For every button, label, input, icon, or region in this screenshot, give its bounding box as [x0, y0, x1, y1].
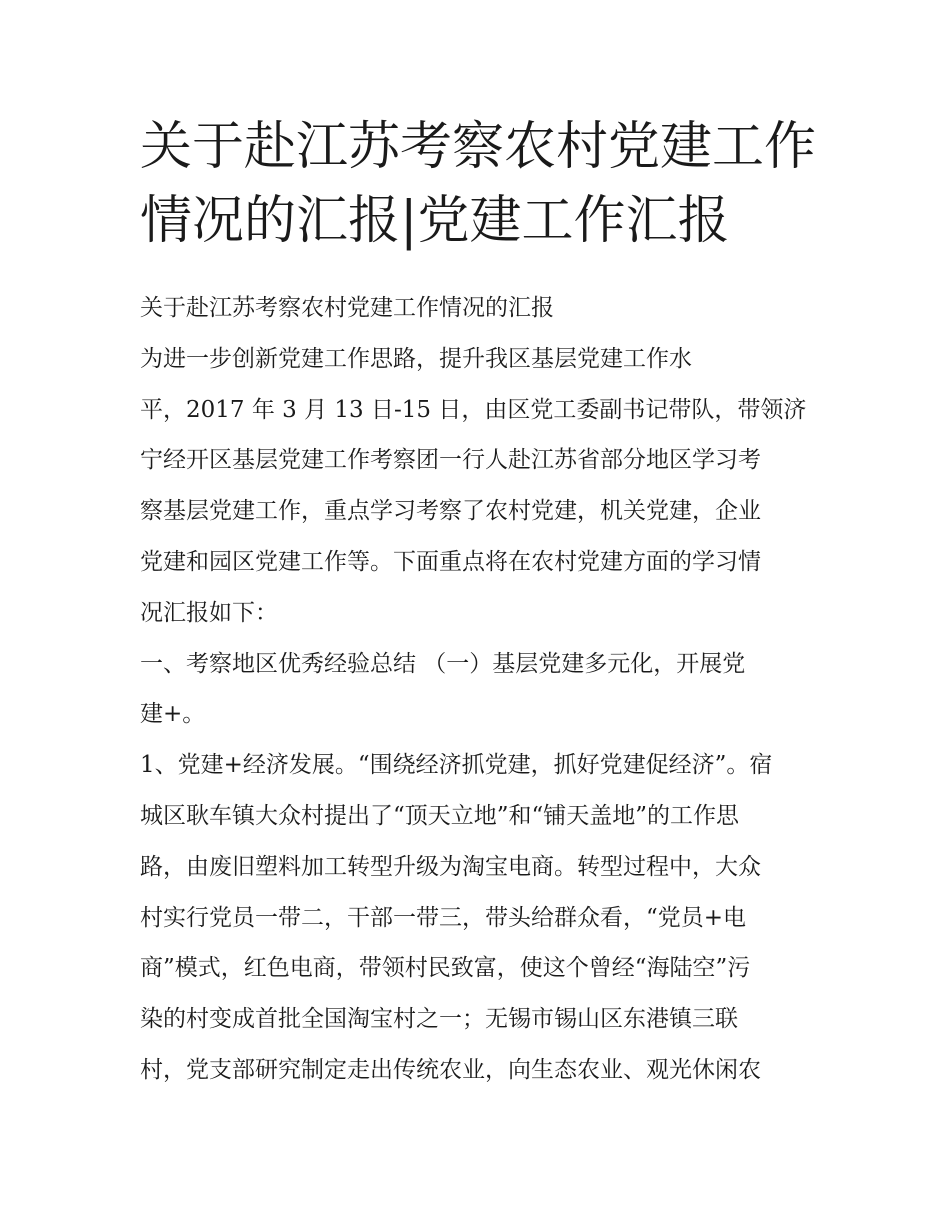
body-line: 染的村变成首批全国淘宝村之一；无锡市锡山区东港镇三联 [140, 1006, 738, 1033]
body-line: 村，党支部研究制定走出传统农业，向生态农业、观光休闲农 [140, 1056, 761, 1083]
body-line: 路，由废旧塑料加工转型升级为淘宝电商。转型过程中，大众 [140, 853, 761, 880]
body-line: 察基层党建工作，重点学习考察了农村党建，机关党建，企业 [140, 498, 761, 525]
title-line-1: 关于赴江苏考察农村党建工作 [140, 117, 817, 177]
document-title [140, 110, 820, 258]
body-line: 关于赴江苏考察农村党建工作情况的汇报 [140, 295, 554, 321]
body-line: 为进一步创新党建工作思路，提升我区基层党建工作水 [140, 345, 692, 372]
body-line: 建+。 [140, 701, 206, 728]
body-line: 平，2017 年 3 月 13 日-15 日，由区党工委副书记带队，带领济 [140, 396, 807, 423]
body-line: 宁经开区基层党建工作考察团一行人赴江苏省部分地区学习考 [140, 447, 761, 474]
body-line: 况汇报如下： [140, 599, 278, 626]
body-line: 1、党建+经济发展。“围绕经济抓党建，抓好党建促经济”。宿 [140, 752, 773, 779]
body-line: 村实行党员一带二，干部一带三，带头给群众看，“党员+电 [140, 904, 747, 931]
body-line: 城区耿车镇大众村提出了“顶天立地”和“铺天盖地”的工作思 [140, 802, 740, 829]
body-line: 商”模式，红色电商，带领村民致富，使这个曾经“海陆空”污 [140, 955, 751, 982]
document-body [140, 283, 820, 1096]
title-line-2: 情况的汇报|党建工作汇报 [140, 191, 730, 251]
body-line: 一、考察地区优秀经验总结 （一）基层党建多元化，开展党 [140, 650, 746, 677]
body-line: 党建和园区党建工作等。下面重点将在农村党建方面的学习情 [140, 548, 761, 575]
